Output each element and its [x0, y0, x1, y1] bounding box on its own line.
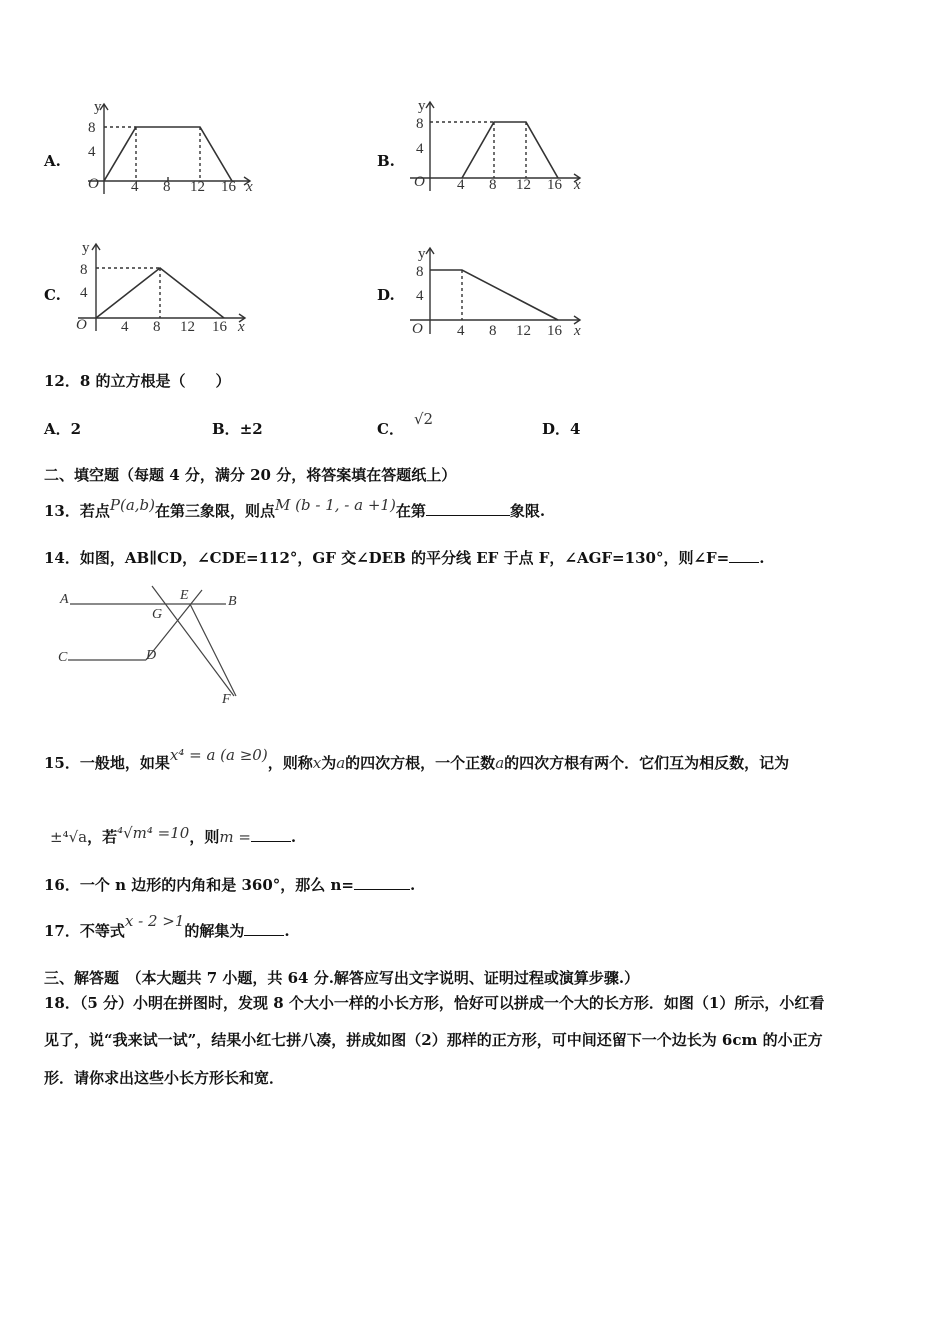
- x-axis-label: x: [574, 323, 581, 339]
- q18-line1: 18．（5 分）小明在拼图时，发现 8 个大小一样的小长方形，恰好可以拼成一个大的长方形．如图（1）所示，小红看: [44, 994, 825, 1012]
- q13: 13．若点P(a,b)在第三象限，则点M (b - 1, - a +1)在第 象限.: [44, 496, 546, 520]
- option-b-label: B.: [377, 152, 395, 170]
- tick-x-4: 4: [457, 323, 465, 339]
- point-g: G: [152, 607, 163, 622]
- tick-y-4: 4: [88, 144, 96, 160]
- point-b: B: [228, 594, 237, 609]
- tick-x-12: 12: [516, 323, 531, 339]
- q17: 17．不等式x - 2 >1的解集为 .: [44, 912, 290, 940]
- point-d: D: [146, 648, 157, 663]
- option-a-label: A.: [44, 152, 61, 170]
- y-axis-label: y: [418, 98, 426, 114]
- origin-label: O: [412, 321, 423, 337]
- point-a: A: [60, 592, 69, 607]
- tick-y-8: 8: [416, 264, 424, 280]
- tick-x-12: 12: [516, 177, 531, 193]
- tick-x-8: 8: [153, 319, 161, 335]
- section-2-heading: 二、填空题（每题 4 分，满分 20 分，将答案填在答题纸上）: [44, 466, 457, 484]
- y-axis-label: y: [82, 240, 90, 256]
- tick-x-4: 4: [457, 177, 465, 193]
- q15-line2: ±⁴√a，若⁴√m⁴ =10，则m = .: [50, 824, 297, 846]
- tick-x-12: 12: [190, 179, 205, 195]
- option-c-label: C.: [44, 286, 61, 304]
- tick-x-8: 8: [163, 179, 171, 195]
- point-e: E: [180, 588, 189, 603]
- tick-y-8: 8: [416, 116, 424, 132]
- y-axis-label: y: [418, 246, 426, 262]
- graph-b: [404, 96, 594, 201]
- origin-label: O: [414, 174, 425, 190]
- tick-x-16: 16: [221, 179, 236, 195]
- graph-a: [78, 96, 268, 201]
- q18-line3: 形．请你求出这些小长方形长和宽．: [44, 1069, 285, 1087]
- y-axis-label: y: [94, 99, 102, 115]
- tick-x-8: 8: [489, 177, 497, 193]
- tick-y-4: 4: [416, 288, 424, 304]
- q16: 16．一个 n 边形的内角和是 360°，那么 n= .: [44, 876, 416, 894]
- tick-y-4: 4: [416, 141, 424, 157]
- origin-label: O: [88, 176, 99, 192]
- q12-option-b: B．±2: [212, 420, 263, 438]
- q12-option-a: A．2: [44, 420, 82, 438]
- point-f: F: [222, 692, 231, 707]
- q15-line1: 15．一般地，如果x⁴ = a (a ≥0)，则称x为a的四次方根，一个正数a的四次方根有两个．它们互为相反数，记为: [44, 746, 790, 772]
- q12-stem: 12．8 的立方根是（ ）: [44, 372, 231, 390]
- tick-x-16: 16: [547, 177, 562, 193]
- q14-figure: [54, 582, 254, 707]
- tick-y-8: 8: [80, 262, 88, 278]
- x-axis-label: x: [246, 179, 253, 195]
- q12-option-c: C．√2: [377, 410, 434, 438]
- section-3-heading: 三、解答题 （本大题共 7 小题，共 64 分.解答应写出文字说明、证明过程或演算步骤.）: [44, 969, 640, 987]
- q18-line2: 见了，说“我来试一试”，结果小红七拼八凑，拼成如图（2）那样的正方形，可中间还留下一个边长为 6cm 的小正方: [44, 1031, 823, 1049]
- option-d-label: D.: [377, 286, 395, 304]
- origin-label: O: [76, 317, 87, 333]
- tick-x-4: 4: [121, 319, 129, 335]
- graph-d: [404, 242, 594, 342]
- tick-y-8: 8: [88, 120, 96, 136]
- x-axis-label: x: [238, 319, 245, 335]
- tick-y-4: 4: [80, 285, 88, 301]
- tick-x-16: 16: [547, 323, 562, 339]
- q12-option-d: D．4: [542, 420, 581, 438]
- tick-x-4: 4: [131, 179, 139, 195]
- graph-c: [70, 238, 260, 338]
- q14: 14．如图，AB∥CD，∠CDE=112°，GF 交∠DEB 的平分线 EF 于点 F，∠AGF=130°，则∠F= .: [44, 549, 765, 567]
- point-c: C: [58, 650, 68, 665]
- tick-x-16: 16: [212, 319, 227, 335]
- tick-x-8: 8: [489, 323, 497, 339]
- x-axis-label: x: [574, 177, 581, 193]
- tick-x-12: 12: [180, 319, 195, 335]
